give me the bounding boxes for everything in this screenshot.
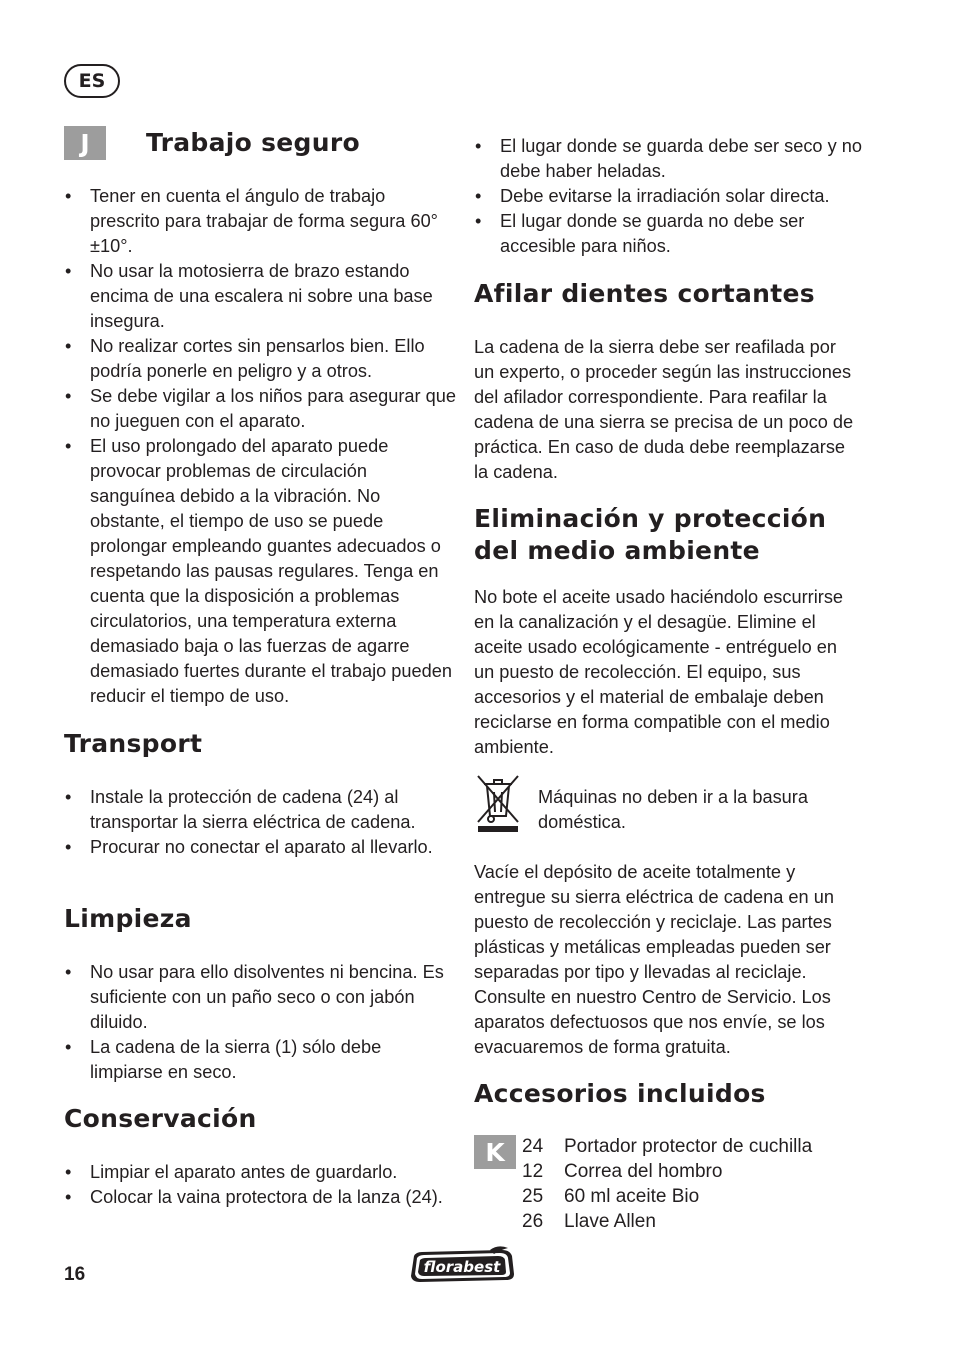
list-conservacion-cont bbox=[474, 134, 866, 259]
list-item: • Debe evitarse la irradiación solar directa. bbox=[474, 184, 866, 209]
heading-trabajo-seguro: Trabajo seguro bbox=[146, 128, 360, 157]
section-letter-j: J bbox=[64, 126, 106, 160]
list-item bbox=[522, 1184, 812, 1209]
list-item: • Se debe vigilar a los niños para asegurar que no jueguen con el aparato. bbox=[64, 384, 456, 434]
list-item: • El uso prolongado del aparato puede provocar problemas de circulación sanguínea debido a la vibración. No obstante, el tiempo de uso se puede prolongar empleando guantes adecuados o respetando las pausas regulares. Tenga en cuenta que la disposición a problemas circulatorios, una temperatura externa demasiado baja o las fuerzas de agarre demasiado fuertes durante el trabajo pueden reducir el tiempo de uso. bbox=[64, 434, 456, 709]
heading-accesorios: Accesorios incluidos bbox=[474, 1079, 766, 1108]
accessory-number: 24 bbox=[522, 1136, 544, 1157]
list-item: • No usar la motosierra de brazo estando encima de una escalera ni sobre una base insegura. bbox=[64, 259, 456, 334]
accessory-number: 25 bbox=[522, 1186, 544, 1207]
weee-bin-icon bbox=[474, 772, 522, 834]
list-item bbox=[522, 1159, 812, 1184]
list-trabajo-seguro bbox=[64, 184, 456, 709]
accessory-label: Correa del hombro bbox=[564, 1161, 723, 1182]
list-item: • El lugar donde se guarda no debe ser accesible para niños. bbox=[474, 209, 866, 259]
heading-conservacion: Conservación bbox=[64, 1104, 257, 1133]
list-item bbox=[522, 1209, 812, 1234]
accessory-number: 12 bbox=[522, 1161, 544, 1182]
accessory-number: 26 bbox=[522, 1211, 544, 1232]
list-item: • Colocar la vaina protectora de la lanza (24). bbox=[64, 1185, 456, 1210]
list-item: • No usar para ello disolventes ni bencina. Es suficiente con un paño seco o con jabón diluido. bbox=[64, 960, 444, 1035]
heading-limpieza: Limpieza bbox=[64, 904, 192, 933]
accessory-label: 60 ml aceite Bio bbox=[564, 1186, 700, 1207]
accessory-label: Llave Allen bbox=[564, 1211, 656, 1232]
text-weee: Máquinas no deben ir a la basura doméstica. bbox=[538, 787, 808, 832]
list-item: • Instale la protección de cadena (24) al transportar la sierra eléctrica de cadena. bbox=[64, 785, 456, 835]
list-item: • Limpiar el aparato antes de guardarlo. bbox=[64, 1160, 456, 1185]
text-eliminacion-2: Vacíe el depósito de aceite totalmente y entregue su sierra eléctrica de cadena en un puesto de recolección y reciclaje. Las partes plásticas y metálicas empleadas pueden ser separadas por tipo y llevadas al reciclaje. Consulte en nuestro Centro de Servicio. Los aparatos defectuosos que nos envíe, se los evacuaremos de forma gratuita. bbox=[474, 862, 834, 1057]
florabest-logo bbox=[406, 1246, 518, 1286]
text-eliminacion-1: No bote el aceite usado haciéndolo escurrirse en la canalización y el desagüe. Elimine el aceite usado ecológicamente - entréguelo en un puesto de recolección. El equipo, sus accesorios y el material de embalaje deben reciclarse en forma compatible con el medio ambiente. bbox=[474, 587, 844, 757]
list-limpieza bbox=[64, 960, 444, 1085]
logo-text: florabest bbox=[423, 1258, 501, 1276]
list-item: • Procurar no conectar el aparato al llevarlo. bbox=[64, 835, 456, 860]
heading-eliminacion: Eliminación y protección del medio ambiente bbox=[474, 504, 827, 565]
list-transport bbox=[64, 785, 456, 860]
language-badge: ES bbox=[64, 64, 120, 98]
heading-afilar: Afilar dientes cortantes bbox=[474, 279, 815, 308]
list-conservacion bbox=[64, 1160, 456, 1210]
list-item: • Tener en cuenta el ángulo de trabajo prescrito para trabajar de forma segura 60°±10°. bbox=[64, 184, 456, 259]
section-letter-k: K bbox=[474, 1135, 516, 1169]
list-item: • El lugar donde se guarda debe ser seco y no debe haber heladas. bbox=[474, 134, 866, 184]
page-number: 16 bbox=[64, 1264, 86, 1285]
accessory-label: Portador protector de cuchilla bbox=[564, 1136, 813, 1157]
list-item: • No realizar cortes sin pensarlos bien. Ello podría ponerle en peligro y a otros. bbox=[64, 334, 456, 384]
text-afilar: La cadena de la sierra debe ser reafilada por un experto, o proceder según las instrucciones del afilador correspondiente. Para reafilar la cadena de una sierra se precisa de un poco de práctica. En caso de duda debe reemplazarse la cadena. bbox=[474, 337, 854, 482]
list-item bbox=[522, 1134, 812, 1159]
list-item: • La cadena de la sierra (1) sólo debe limpiarse en seco. bbox=[64, 1035, 444, 1085]
heading-transport: Transport bbox=[64, 729, 203, 758]
accessories-list bbox=[522, 1134, 812, 1234]
